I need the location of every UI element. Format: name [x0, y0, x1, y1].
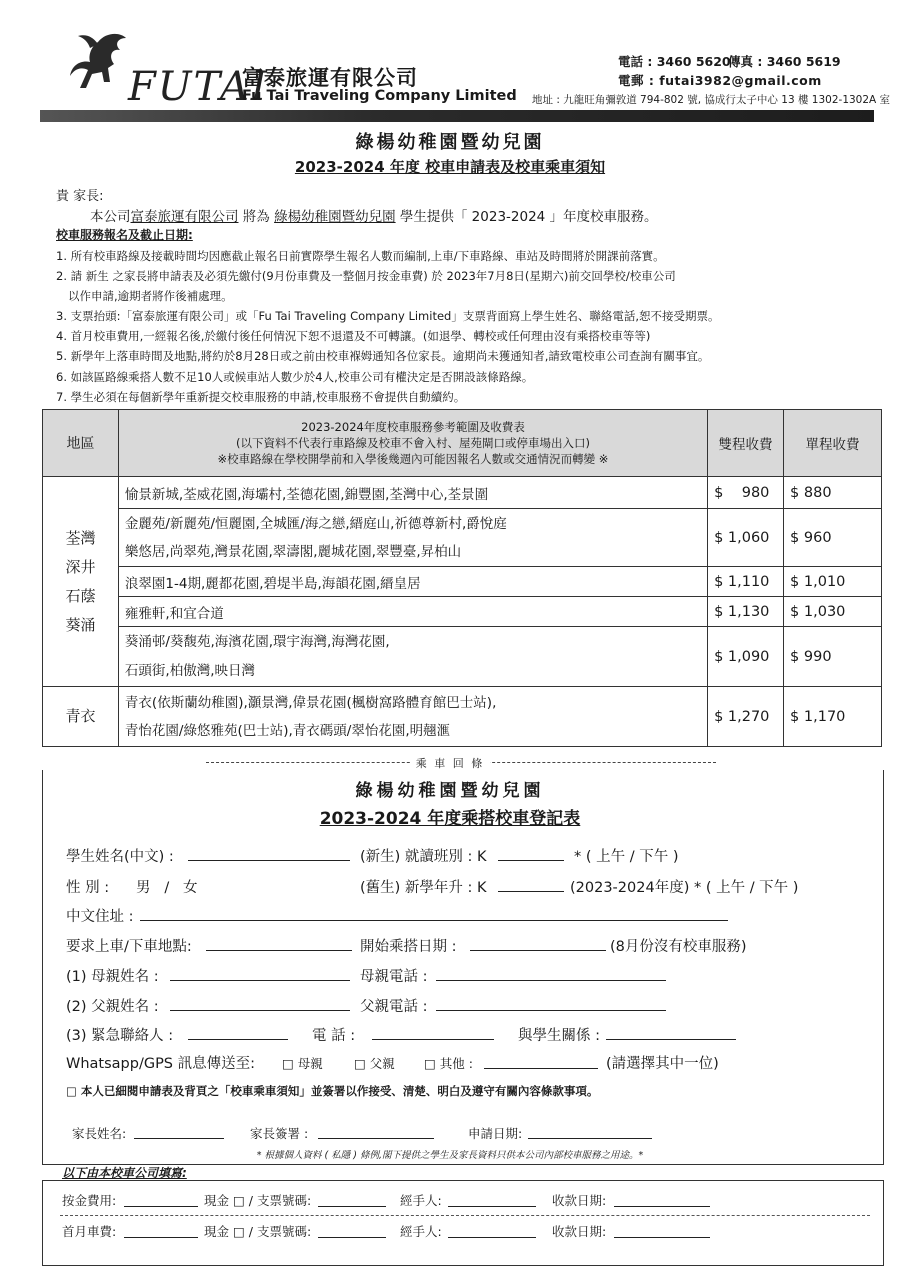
district-tsing-yi: 青衣 [43, 687, 119, 747]
mother-name-field[interactable] [170, 980, 350, 981]
company-email: 電郵 : futai3982@gmail.com [618, 73, 822, 88]
registration-form-box [42, 770, 884, 1165]
table-row [43, 597, 882, 627]
notice-item-4: 4. 首月校車費用,一經報名後,於繳付後任何情況下恕不退還及不可轉讓。(如退學、轉校或任何理由沒有乘搭校車等等) [56, 329, 651, 343]
first-month-handler-field[interactable] [448, 1237, 536, 1238]
relationship-field[interactable] [606, 1039, 736, 1040]
whatsapp-label: Whatsapp/GPS 訊息傳送至: [66, 1056, 256, 1072]
emergency-phone-field[interactable] [372, 1039, 494, 1040]
estate-list: 金麗苑/新麗苑/恒麗園,全城匯/海之戀,縉庭山,祈德尊新村,爵悅庭 樂悠居,尚翠苑,灣景花園,翠濤閣,麗城花園,翠豐臺,昇柏山 [118, 509, 707, 567]
parent-sign-field[interactable] [318, 1138, 434, 1139]
first-month-date-label: 收款日期: [552, 1224, 607, 1239]
deposit-date-label: 收款日期: [552, 1193, 607, 1208]
mother-phone-label: 母親電話 : [360, 969, 428, 985]
form-school-name: 綠楊幼稚園暨幼兒園 [355, 781, 545, 801]
estate-list: 浪翠園1-4期,麗都花園,碧堤半島,海韻花園,縉皇居 [118, 567, 707, 597]
whatsapp-option-father[interactable]: □ 父親 [354, 1056, 395, 1071]
new-class-field[interactable] [498, 860, 564, 861]
round-trip-fee: $ 980 [708, 477, 784, 509]
company-phone: 電話 : 3460 5620 [618, 54, 731, 69]
deposit-cheque-field[interactable] [318, 1206, 386, 1207]
start-date-field[interactable] [470, 950, 606, 951]
apply-date-label: 申請日期: [468, 1126, 523, 1141]
col-one-way: 單程收費 [784, 410, 882, 477]
student-name-field[interactable] [188, 860, 350, 861]
notice-title: 2023-2024 年度 校車申請表及校車乘車須知 [294, 158, 606, 176]
first-month-fee-label: 首月車費: [62, 1224, 117, 1239]
first-month-payment-method[interactable]: 現金 □ / 支票號碼: [204, 1224, 312, 1239]
district-tsuen-wan-group: 荃灣 深井 石蔭 葵涌 [43, 477, 119, 687]
company-name-en: Fu Tai Traveling Company Limited [242, 88, 517, 104]
form-title: 2023-2024 年度乘搭校車登記表 [319, 809, 581, 829]
estate-list: 雍雅軒,和宜合道 [118, 597, 707, 627]
father-name-label: (2) 父親姓名 : [66, 999, 159, 1015]
parent-name-field[interactable] [134, 1138, 224, 1139]
estate-list: 青衣(依斯蘭幼稚園),灝景灣,偉景花園(楓樹窩路體育館巴士站), 青怡花園/綠悠雅苑(巴士站),青衣碼頭/翠怡花園,明翹滙 [118, 687, 707, 747]
mother-phone-field[interactable] [436, 980, 666, 981]
mother-name-label: (1) 母親姓名 : [66, 969, 159, 985]
deposit-handler-label: 經手人: [400, 1193, 442, 1208]
start-date-note: (8月份沒有校車服務) [610, 939, 747, 955]
company-name-cn: 富泰旅運有限公司 [242, 66, 418, 90]
deadline-heading: 校車服務報名及截止日期: [56, 228, 193, 242]
stop-field[interactable] [206, 950, 352, 951]
company-address: 地址 : 九龍旺角彌敦道 794-802 號, 協成行太子中心 13 樓 1302-1302A 室 [532, 94, 891, 106]
father-phone-label: 父親電話 : [360, 999, 428, 1015]
notice-item-7: 7. 學生必須在每個新學年重新提交校車服務的申請,校車服務不會提供自動續約。 [56, 390, 466, 404]
notice-item-1: 1. 所有校車路線及接載時間均因應截止報名日前實際學生報名人數而編制,上車/下車路線、車站及時間將於開課前落實。 [56, 249, 665, 263]
emergency-contact-field[interactable] [188, 1039, 288, 1040]
whatsapp-option-other[interactable]: □ 其他 : [424, 1056, 473, 1071]
new-class-label: (新生) 就讀班別 : K [360, 849, 487, 865]
office-use-heading: 以下由本校車公司填寫: [62, 1166, 187, 1180]
old-class-label: (舊生) 新學年升 : K [360, 880, 487, 896]
notice-item-5: 5. 新學年上落車時間及地點,將約於8月28日或之前由校車褓姆通知各位家長。逾期尚未獲通知者,請致電校車公司查詢有關事宜。 [56, 349, 710, 363]
deposit-date-field[interactable] [614, 1206, 710, 1207]
office-use-box [42, 1180, 884, 1266]
table-row [43, 477, 882, 509]
relationship-label: 與學生關係 : [518, 1028, 600, 1044]
first-month-fee-field[interactable] [124, 1237, 198, 1238]
address-field[interactable] [140, 920, 728, 921]
new-class-session: * ( 上午 / 下午 ) [574, 849, 679, 865]
first-month-date-field[interactable] [614, 1237, 710, 1238]
intro-paragraph: 本公司富泰旅運有限公司 將為 綠楊幼稚園暨幼兒園 學生提供「 2023-2024 」年度校車服務。 [90, 209, 658, 225]
one-way-fee: $ 1,010 [784, 567, 882, 597]
apply-date-field[interactable] [528, 1138, 652, 1139]
notice-item-6: 6. 如該區路線乘搭人數不足10人或候車站人數少於4人,校車公司有權決定是否開設該條路線。 [56, 370, 534, 384]
table-row [43, 509, 882, 567]
start-date-label: 開始乘搭日期 : [360, 939, 457, 955]
emergency-contact-label: (3) 緊急聯絡人 : [66, 1028, 174, 1044]
deposit-field[interactable] [124, 1206, 198, 1207]
round-trip-fee: $ 1,270 [708, 687, 784, 747]
first-month-handler-label: 經手人: [400, 1224, 442, 1239]
round-trip-fee: $ 1,090 [708, 627, 784, 687]
notice-item-3: 3. 支票抬頭:「富泰旅運有限公司」或「Fu Tai Traveling Company Limited」支票背面寫上學生姓名、聯絡電話,恕不接受期票。 [56, 309, 720, 323]
declaration-checkbox[interactable]: □ 本人已細閱申請表及背頁之「校車乘車須知」並簽署以作接受、清楚、明白及遵守有關內容條款事項。 [66, 1084, 599, 1098]
round-trip-fee: $ 1,110 [708, 567, 784, 597]
first-month-cheque-field[interactable] [318, 1237, 386, 1238]
header-divider-bar [40, 110, 874, 122]
fee-table [42, 409, 882, 747]
table-row [43, 627, 882, 687]
whatsapp-option-mother[interactable]: □ 母親 [282, 1056, 323, 1071]
office-divider [60, 1215, 870, 1216]
notice-item-2-cont: 以作申請,逾期者將作後補處理。 [68, 289, 233, 303]
one-way-fee: $ 880 [784, 477, 882, 509]
emergency-phone-label: 電 話 : [312, 1028, 356, 1044]
notice-school-name: 綠楊幼稚園暨幼兒園 [355, 132, 545, 153]
salutation: 貴 家長: [56, 189, 104, 204]
parent-name-label: 家長姓名: [72, 1126, 127, 1141]
deposit-label: 按金費用: [62, 1193, 117, 1208]
old-class-field[interactable] [498, 891, 564, 892]
fee-table-header [43, 410, 882, 477]
address-label: 中文住址 : [66, 909, 134, 925]
estate-list: 葵涌邨/葵馥苑,海濱花園,環宇海灣,海灣花園, 石頭街,柏傲灣,映日灣 [118, 627, 707, 687]
one-way-fee: $ 990 [784, 627, 882, 687]
col-round-trip: 雙程收費 [708, 410, 784, 477]
one-way-fee: $ 1,170 [784, 687, 882, 747]
logo-wordmark: FUTAI [128, 64, 269, 110]
table-row [43, 567, 882, 597]
one-way-fee: $ 1,030 [784, 597, 882, 627]
father-phone-field[interactable] [436, 1010, 666, 1011]
stop-label: 要求上車/下車地點: [66, 939, 192, 955]
parent-sign-label: 家長簽署 : [250, 1126, 309, 1141]
notice-item-2: 2. 請 新生 之家長將申請表及必須先繳付(9月份車費及一整個月按金車費) 於 2023年7月8日(星期六)前交回學校/校車公司 [56, 269, 676, 283]
table-row [43, 687, 882, 747]
deposit-handler-field[interactable] [448, 1206, 536, 1207]
cut-line-label-wrap [0, 752, 900, 771]
privacy-note: * 根據個人資料 ( 私隱 ) 條例,閣下提供之學生及家長資料只供本公司內部校車服務之用途。* [256, 1150, 644, 1161]
round-trip-fee: $ 1,060 [708, 509, 784, 567]
whatsapp-choose-note: (請選擇其中一位) [606, 1056, 719, 1072]
gender-label: 性 別 : [66, 880, 110, 896]
one-way-fee: $ 960 [784, 509, 882, 567]
company-logo [68, 30, 269, 110]
gender-options[interactable]: 男 / 女 [136, 880, 198, 896]
student-name-label: 學生姓名(中文) : [66, 849, 174, 865]
cut-line-label: 乘 車 回 條 [410, 757, 491, 770]
old-class-year: (2023-2024年度) * ( 上午 / 下午 ) [570, 880, 799, 896]
whatsapp-other-field[interactable] [484, 1068, 598, 1069]
company-fax: 傳真 : 3460 5619 [728, 54, 841, 69]
col-info: 2023-2024年度校車服務參考範圍及收費表 (以下資料不代表行車路線及校車不會入村、屋苑閘口或停車場出入口) ※校車路線在學校開學前和入學後幾週內可能因報名人數或交通情況而轉變 ※ [118, 410, 707, 477]
col-district: 地區 [43, 410, 119, 477]
estate-list: 愉景新城,荃威花園,海壩村,荃德花園,錦豐園,荃灣中心,荃景圍 [118, 477, 707, 509]
father-name-field[interactable] [170, 1010, 350, 1011]
deposit-payment-method[interactable]: 現金 □ / 支票號碼: [204, 1193, 312, 1208]
round-trip-fee: $ 1,130 [708, 597, 784, 627]
